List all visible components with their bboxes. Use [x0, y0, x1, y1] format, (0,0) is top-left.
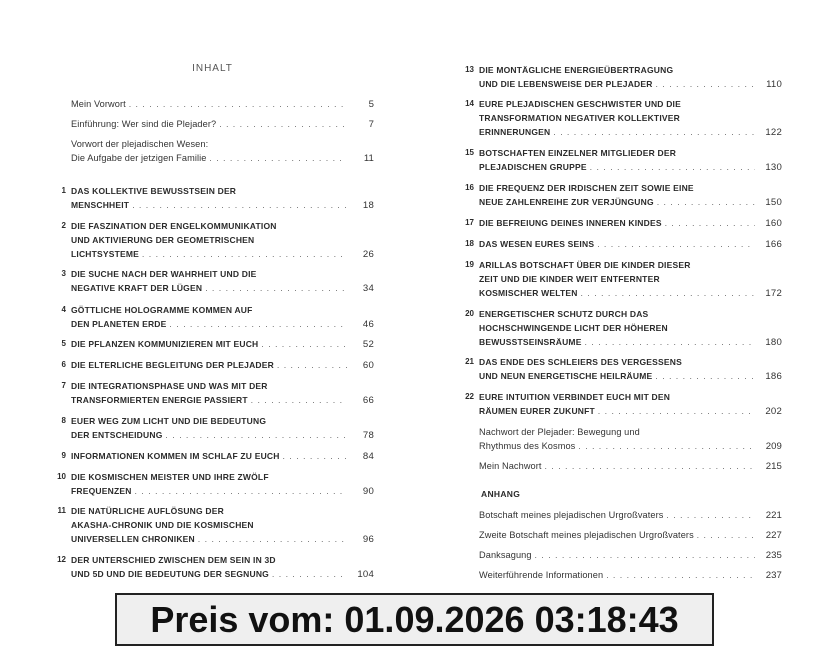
chapter-number: 14 — [465, 99, 474, 108]
chapter-number: 17 — [465, 218, 474, 227]
dot-leader — [283, 450, 347, 464]
toc-back-entry[interactable] — [460, 425, 782, 454]
dot-leader — [553, 126, 755, 140]
page-title: INHALT — [192, 63, 233, 74]
chapter-number: 15 — [465, 148, 474, 157]
page-number: 66 — [362, 395, 374, 406]
dot-leader — [656, 78, 755, 92]
toc-chapter-entry[interactable] — [52, 379, 374, 408]
dot-leader — [597, 238, 755, 252]
chapter-number: 6 — [61, 360, 66, 369]
toc-chapter-entry[interactable] — [52, 553, 374, 582]
page-number: 160 — [765, 218, 782, 229]
page-number: 46 — [362, 319, 374, 330]
entry-title-line: INFORMATIONEN KOMMEN IM SCHLAF ZU EUCH — [71, 451, 280, 461]
toc-chapter-entry[interactable] — [460, 63, 782, 92]
entry-title-line: NEUE ZAHLENREIHE ZUR VERJÜNGUNG — [479, 197, 654, 207]
entry-title-line: BEWUSSTSEINSRÄUME — [479, 337, 582, 347]
entry-title-line: BOTSCHAFTEN EINZELNER MITGLIEDER DER — [479, 148, 677, 158]
entry-title-line: DIE FREQUENZ DER IRDISCHEN ZEIT SOWIE EINE — [479, 183, 694, 193]
entry-title-line: DAS ENDE DES SCHLEIERS DES VERGESSENS — [479, 357, 682, 367]
dot-leader — [655, 370, 755, 384]
chapter-number: 10 — [57, 472, 66, 481]
entry-title-line: UND 5D UND DIE BEDEUTUNG DER SEGNUNG — [71, 569, 269, 579]
entry-title-line: DIE ELTERLICHE BEGLEITUNG DER PLEJADER — [71, 360, 274, 370]
entry-title-line: Rhythmus des Kosmos — [479, 441, 576, 451]
entry-title-line: Vorwort der plejadischen Wesen: — [71, 139, 209, 149]
entry-title-line: Mein Vorwort — [71, 99, 126, 109]
page-number: 221 — [765, 510, 782, 521]
entry-title-line: TRANSFORMATION NEGATIVER KOLLEKTIVER — [479, 113, 680, 123]
toc-chapter-entry[interactable] — [460, 146, 782, 175]
page-number: 84 — [362, 451, 374, 462]
chapter-number: 21 — [465, 357, 474, 366]
toc-chapter-entry[interactable] — [52, 303, 374, 332]
entry-title-line: DER ENTSCHEIDUNG — [71, 430, 163, 440]
dot-leader — [545, 460, 755, 474]
page-number: 60 — [362, 360, 374, 371]
entry-title-line: Einführung: Wer sind die Plejader? — [71, 119, 217, 129]
entry-title-line: DIE PFLANZEN KOMMUNIZIEREN MIT EUCH — [71, 339, 259, 349]
dot-leader — [261, 338, 347, 352]
toc-chapter-entry[interactable] — [52, 470, 374, 499]
dot-leader — [198, 533, 347, 547]
page-number: 11 — [363, 153, 374, 164]
chapter-number: 19 — [465, 260, 474, 269]
page-number: 26 — [362, 249, 374, 260]
page-number: 209 — [765, 441, 782, 452]
dot-leader — [272, 568, 347, 582]
page-number: 215 — [765, 461, 782, 472]
page-number: 96 — [362, 534, 374, 545]
dot-leader — [209, 152, 347, 166]
entry-title-line: HOCHSCHWINGENDE LICHT DER HÖHEREN — [479, 323, 668, 333]
chapter-number: 11 — [57, 506, 66, 515]
entry-title-line: DAS WESEN EURES SEINS — [479, 239, 595, 249]
chapter-number: 3 — [61, 269, 66, 278]
page-number: 122 — [765, 127, 782, 138]
toc-annex-entry[interactable] — [460, 508, 782, 523]
entry-title-line: EUER WEG ZUM LICHT UND DIE BEDEUTUNG — [71, 416, 267, 426]
chapter-number: 5 — [61, 339, 66, 348]
chapter-number: 4 — [61, 305, 66, 314]
toc-chapter-entry[interactable] — [460, 307, 782, 350]
toc-chapter-entry[interactable] — [460, 355, 782, 384]
toc-chapter-entry[interactable] — [460, 97, 782, 140]
dot-leader — [581, 287, 755, 301]
toc-chapter-entry[interactable] — [460, 258, 782, 301]
dot-leader — [170, 318, 348, 332]
entry-title-line: DEN PLANETEN ERDE — [71, 319, 167, 329]
entry-title-line: ERINNERUNGEN — [479, 127, 551, 137]
entry-title-line: NEGATIVE KRAFT DER LÜGEN — [71, 283, 203, 293]
dot-leader — [665, 217, 755, 231]
entry-title-line: MENSCHHEIT — [71, 200, 130, 210]
entry-title-line: Botschaft meines plejadischen Urgroßvaters — [479, 510, 664, 520]
page-number: 110 — [766, 79, 782, 90]
page-number: 202 — [765, 406, 782, 417]
dot-leader — [135, 485, 347, 499]
entry-title-line: EURE PLEJADISCHEN GESCHWISTER UND DIE — [479, 99, 681, 109]
chapter-number: 16 — [465, 183, 474, 192]
page-number: 34 — [362, 283, 374, 294]
chapter-number: 20 — [465, 309, 474, 318]
chapter-number: 18 — [465, 239, 474, 248]
chapter-number: 1 — [61, 186, 66, 195]
toc-chapter-entry[interactable] — [52, 267, 374, 296]
entry-title-line: LICHTSYSTEME — [71, 249, 140, 259]
entry-title-line: DIE KOSMISCHEN MEISTER UND IHRE ZWÖLF — [71, 472, 269, 482]
toc-chapter-entry[interactable] — [52, 219, 374, 262]
entry-title-line: UND NEUN ENERGETISCHE HEILRÄUME — [479, 371, 653, 381]
toc-chapter-entry[interactable] — [52, 449, 374, 464]
dot-leader — [657, 196, 755, 210]
dot-leader — [129, 98, 347, 112]
page-number: 180 — [765, 337, 782, 348]
entry-title-line: GÖTTLICHE HOLOGRAMME KOMMEN AUF — [71, 305, 253, 315]
page-number: 78 — [362, 430, 374, 441]
chapter-number: 13 — [465, 65, 474, 74]
toc-chapter-entry[interactable] — [460, 237, 782, 252]
entry-title-line: RÄUMEN EURER ZUKUNFT — [479, 406, 595, 416]
entry-title-line: FREQUENZEN — [71, 486, 132, 496]
page-number: 227 — [765, 530, 782, 541]
toc-chapter-entry[interactable] — [52, 358, 374, 373]
toc-chapter-entry[interactable] — [52, 414, 374, 443]
entry-title-line: DIE BEFREIUNG DEINES INNEREN KINDES — [479, 218, 662, 228]
dot-leader — [277, 359, 347, 373]
entry-title-line: TRANSFORMIERTEN ENERGIE PASSIERT — [71, 395, 248, 405]
dot-leader — [697, 529, 755, 543]
dot-leader — [142, 248, 347, 262]
chapter-number: 22 — [465, 392, 474, 401]
entry-title-line: Nachwort der Plejader: Bewegung und — [479, 427, 640, 437]
entry-title-line: UND DIE LEBENSWEISE DER PLEJADER — [479, 79, 653, 89]
dot-leader — [606, 569, 755, 583]
entry-title-line: Die Aufgabe der jetzigen Familie — [71, 153, 207, 163]
page-number: 166 — [765, 239, 782, 250]
chapter-number: 12 — [57, 555, 66, 564]
entry-title-line: EURE INTUITION VERBINDET EUCH MIT DEN — [479, 392, 671, 402]
dot-leader — [132, 199, 347, 213]
annex-heading: ANHANG — [481, 489, 521, 499]
toc-back-entry[interactable] — [460, 459, 782, 474]
entry-title-line: PLEJADISCHEN GRUPPE — [479, 162, 587, 172]
page-number: 237 — [765, 570, 782, 581]
dot-leader — [585, 336, 755, 350]
page-number: 90 — [362, 486, 374, 497]
entry-title-line: Mein Nachwort — [479, 461, 542, 471]
toc-annex-entry[interactable] — [460, 568, 782, 583]
entry-title-line: DER UNTERSCHIED ZWISCHEN DEM SEIN IN 3D — [71, 555, 276, 565]
page-number: 18 — [362, 200, 374, 211]
page-number: 52 — [362, 339, 374, 350]
dot-leader — [598, 405, 755, 419]
chapter-number: 7 — [61, 381, 66, 390]
chapter-number: 9 — [61, 451, 66, 460]
toc-chapter-entry[interactable] — [52, 184, 374, 213]
dot-leader — [205, 282, 347, 296]
toc-front-entry[interactable] — [52, 97, 374, 112]
entry-title-line: DIE FASZINATION DER ENGELKOMMUNIKATION — [71, 221, 277, 231]
page-number: 172 — [765, 288, 782, 299]
toc-front-entry[interactable] — [52, 137, 374, 166]
toc-chapter-entry[interactable] — [52, 337, 374, 352]
toc-chapter-entry[interactable] — [460, 390, 782, 419]
dot-leader — [166, 429, 347, 443]
toc-annex-entry[interactable] — [460, 528, 782, 543]
entry-title-line: ENERGETISCHER SCHUTZ DURCH DAS — [479, 309, 649, 319]
toc-front-entry[interactable] — [52, 117, 374, 132]
dot-leader — [251, 394, 347, 408]
page-number: 186 — [765, 371, 782, 382]
toc-annex-entry[interactable] — [460, 548, 782, 563]
entry-title-line: ZEIT UND DIE KINDER WEIT ENTFERNTER — [479, 274, 660, 284]
entry-title-line: Zweite Botschaft meines plejadischen Urgroßvaters — [479, 530, 694, 540]
page-number: 130 — [765, 162, 782, 173]
entry-title-line: DIE INTEGRATIONSPHASE UND WAS MIT DER — [71, 381, 268, 391]
dot-leader — [578, 440, 755, 454]
page-number: 150 — [765, 197, 782, 208]
dot-leader — [590, 161, 755, 175]
chapter-number: 8 — [61, 416, 66, 425]
dot-leader — [666, 509, 755, 523]
entry-title-line: DAS KOLLEKTIVE BEWUSSTSEIN DER — [71, 186, 237, 196]
chapter-number: 2 — [61, 221, 66, 230]
toc-chapter-entry[interactable] — [52, 504, 374, 547]
entry-title-line: DIE MONTÄGLICHE ENERGIEÜBERTRAGUNG — [479, 65, 674, 75]
entry-title-line: DIE NATÜRLICHE AUFLÖSUNG DER — [71, 506, 224, 516]
entry-title-line: Weiterführende Informationen — [479, 570, 604, 580]
toc-chapter-entry[interactable] — [460, 181, 782, 210]
dot-leader — [219, 118, 347, 132]
entry-title-line: ARILLAS BOTSCHAFT ÜBER DIE KINDER DIESER — [479, 260, 691, 270]
entry-title-line: UNIVERSELLEN CHRONIKEN — [71, 534, 195, 544]
entry-title-line: DIE SUCHE NACH DER WAHRHEIT UND DIE — [71, 269, 257, 279]
price-banner: Preis vom: 01.09.2026 03:18:43 — [115, 593, 714, 646]
page-number: 104 — [357, 569, 374, 580]
page-number: 5 — [368, 99, 374, 110]
entry-title-line: KOSMISCHER WELTEN — [479, 288, 578, 298]
page-number: 235 — [765, 550, 782, 561]
dot-leader — [535, 549, 755, 563]
entry-title-line: AKASHA-CHRONIK UND DIE KOSMISCHEN — [71, 520, 254, 530]
page-number: 7 — [368, 119, 374, 130]
toc-chapter-entry[interactable] — [460, 216, 782, 231]
entry-title-line: Danksagung — [479, 550, 532, 560]
entry-title-line: UND AKTIVIERUNG DER GEOMETRISCHEN — [71, 235, 255, 245]
